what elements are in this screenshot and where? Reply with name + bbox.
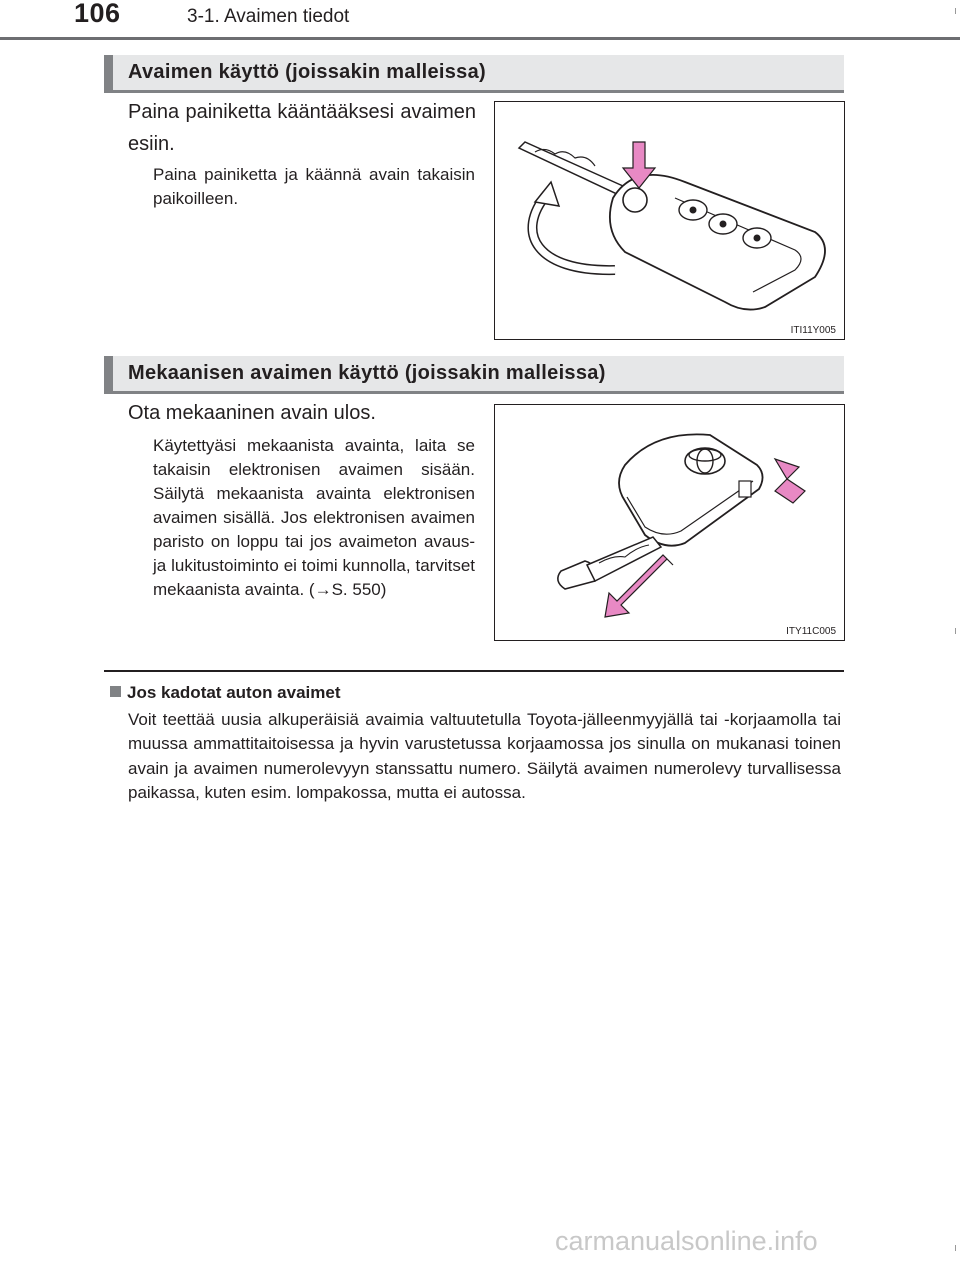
section-title: Avaimen käyttö (joissakin malleissa) bbox=[128, 61, 486, 83]
step-title-unfold-key: Paina painiketta kääntääksesi avaimen esiin. bbox=[128, 101, 476, 155]
section-title: Mekaanisen avaimen käyttö (joissakin malleissa) bbox=[128, 362, 606, 384]
note-body: Voit teettää uusia alkuperäisiä avaimia valtuutetulla Toyota-jälleenmyyjällä tai -korjaamolla tai muussa ammattitaitoisessa ja hyvin varustetussa korjaamossa jos sinulla on mukanasi toinen avain ja avaimen numerolevyyn stanssattu numero. Säilytä avaimen numerolevy turvallisessa paikassa, kuten esim. lompakossa, mutta ei autossa. bbox=[128, 710, 841, 802]
step-title-take-out-key: Ota mekaaninen avain ulos. bbox=[128, 402, 376, 424]
section-heading-key-usage bbox=[104, 55, 844, 93]
figure-code: ITY11C005 bbox=[786, 626, 836, 637]
page-number: 106 bbox=[74, 0, 121, 28]
section-divider bbox=[104, 670, 844, 672]
section-accent bbox=[104, 55, 113, 93]
header-rule bbox=[0, 37, 960, 40]
chapter-title: 3-1. Avaimen tiedot bbox=[187, 6, 350, 27]
figure-code: ITI11Y005 bbox=[790, 325, 836, 336]
crop-mark bbox=[955, 628, 956, 634]
crop-mark bbox=[955, 1245, 956, 1251]
note-heading bbox=[110, 683, 341, 703]
page-header bbox=[0, 0, 960, 40]
flip-key-illustration bbox=[495, 102, 844, 339]
crop-mark bbox=[955, 8, 956, 14]
watermark[interactable]: carmanualsonline.info bbox=[555, 1226, 818, 1256]
section-heading-mechanical-key bbox=[104, 356, 844, 394]
mechanical-key-illustration bbox=[495, 405, 844, 640]
step-body-take-out-key: Käytettyäsi mekaanista avainta, laita se takaisin elektronisen avaimen sisään. Säilytä mekaanista avainta elektronisen avaimen sisällä. Jos elektronisen avaimen paristo on loppu tai jos avaimeton avaus- ja lukitustoiminto ei toimi kunnolla, tarvitset mekaanista avainta. (→S. 550) bbox=[153, 436, 475, 599]
note-heading-text: Jos kadotat auton avaimet bbox=[127, 683, 341, 702]
figure-mechanical-key bbox=[494, 404, 845, 641]
bullet-square-icon bbox=[110, 686, 121, 697]
section-accent bbox=[104, 356, 113, 394]
step-body-unfold-key: Paina painiketta ja käännä avain takaisin paikoilleen. bbox=[153, 165, 475, 208]
figure-flip-key bbox=[494, 101, 845, 340]
